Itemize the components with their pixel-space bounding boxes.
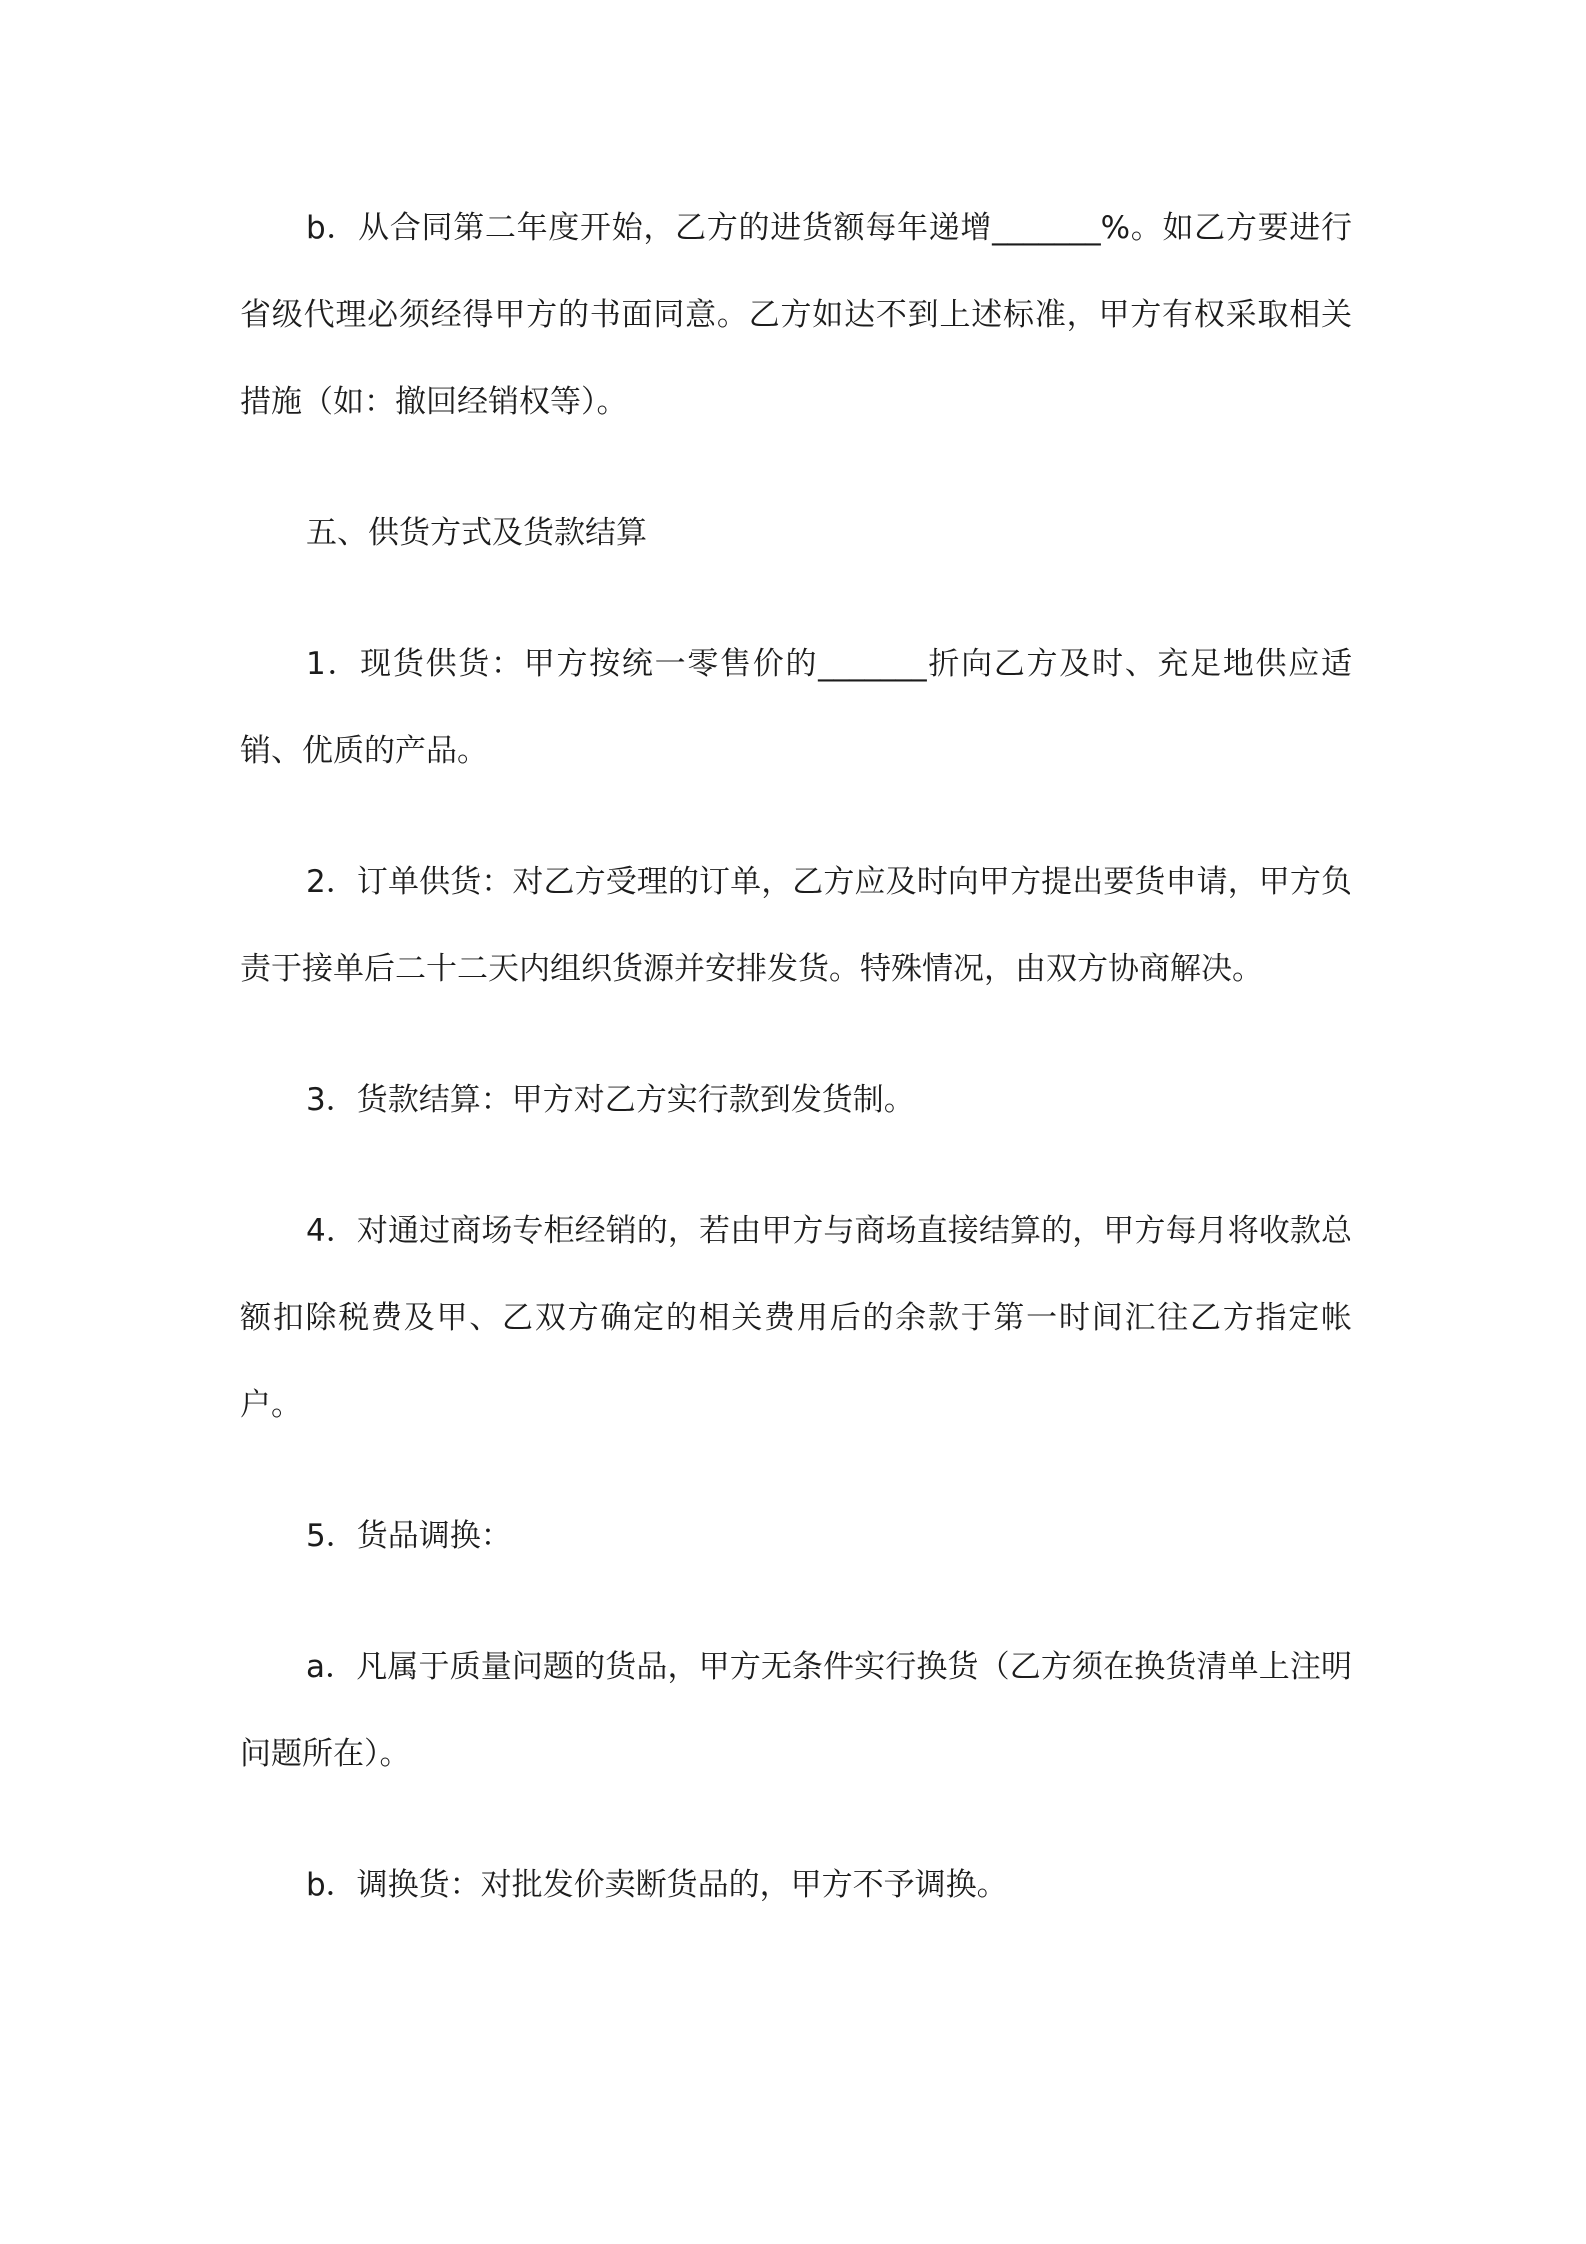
clause-5-goods-exchange: 5．货品调换： [306, 1518, 512, 1554]
clause-a-quality-exchange: a．凡属于质量问题的货品，甲方无条件实行换货（乙方须在换货清单上注明问题所在）。 [240, 1649, 1352, 1772]
clause-3-payment-settlement: 3．货款结算：甲方对乙方实行款到发货制。 [306, 1082, 915, 1118]
section-heading-supply-settlement: 五、供货方式及货款结算 [306, 515, 647, 551]
clause-2-order-supply: 2．订单供货：对乙方受理的订单，乙方应及时向甲方提出要货申请，甲方负责于接单后二十二天内组织货源并安排发货。特殊情况，由双方协商解决。 [240, 864, 1352, 987]
clause-b-annual-increase: b．从合同第二年度开始，乙方的进货额每年递增_______%。如乙方要进行省级代理必须经得甲方的书面同意。乙方如达不到上述标准，甲方有权采取相关措施（如：撤回经销权等）。 [240, 210, 1352, 420]
document-body [240, 185, 1352, 1929]
clause-4-counter-settlement: 4．对通过商场专柜经销的，若由甲方与商场直接结算的，甲方每月将收款总额扣除税费及甲、乙双方确定的相关费用后的余款于第一时间汇往乙方指定帐户。 [240, 1213, 1352, 1423]
clause-1-spot-supply: 1．现货供货：甲方按统一零售价的_______折向乙方及时、充足地供应适销、优质的产品。 [240, 646, 1352, 769]
clause-b-no-exchange: b．调换货：对批发价卖断货品的，甲方不予调换。 [306, 1867, 1008, 1903]
